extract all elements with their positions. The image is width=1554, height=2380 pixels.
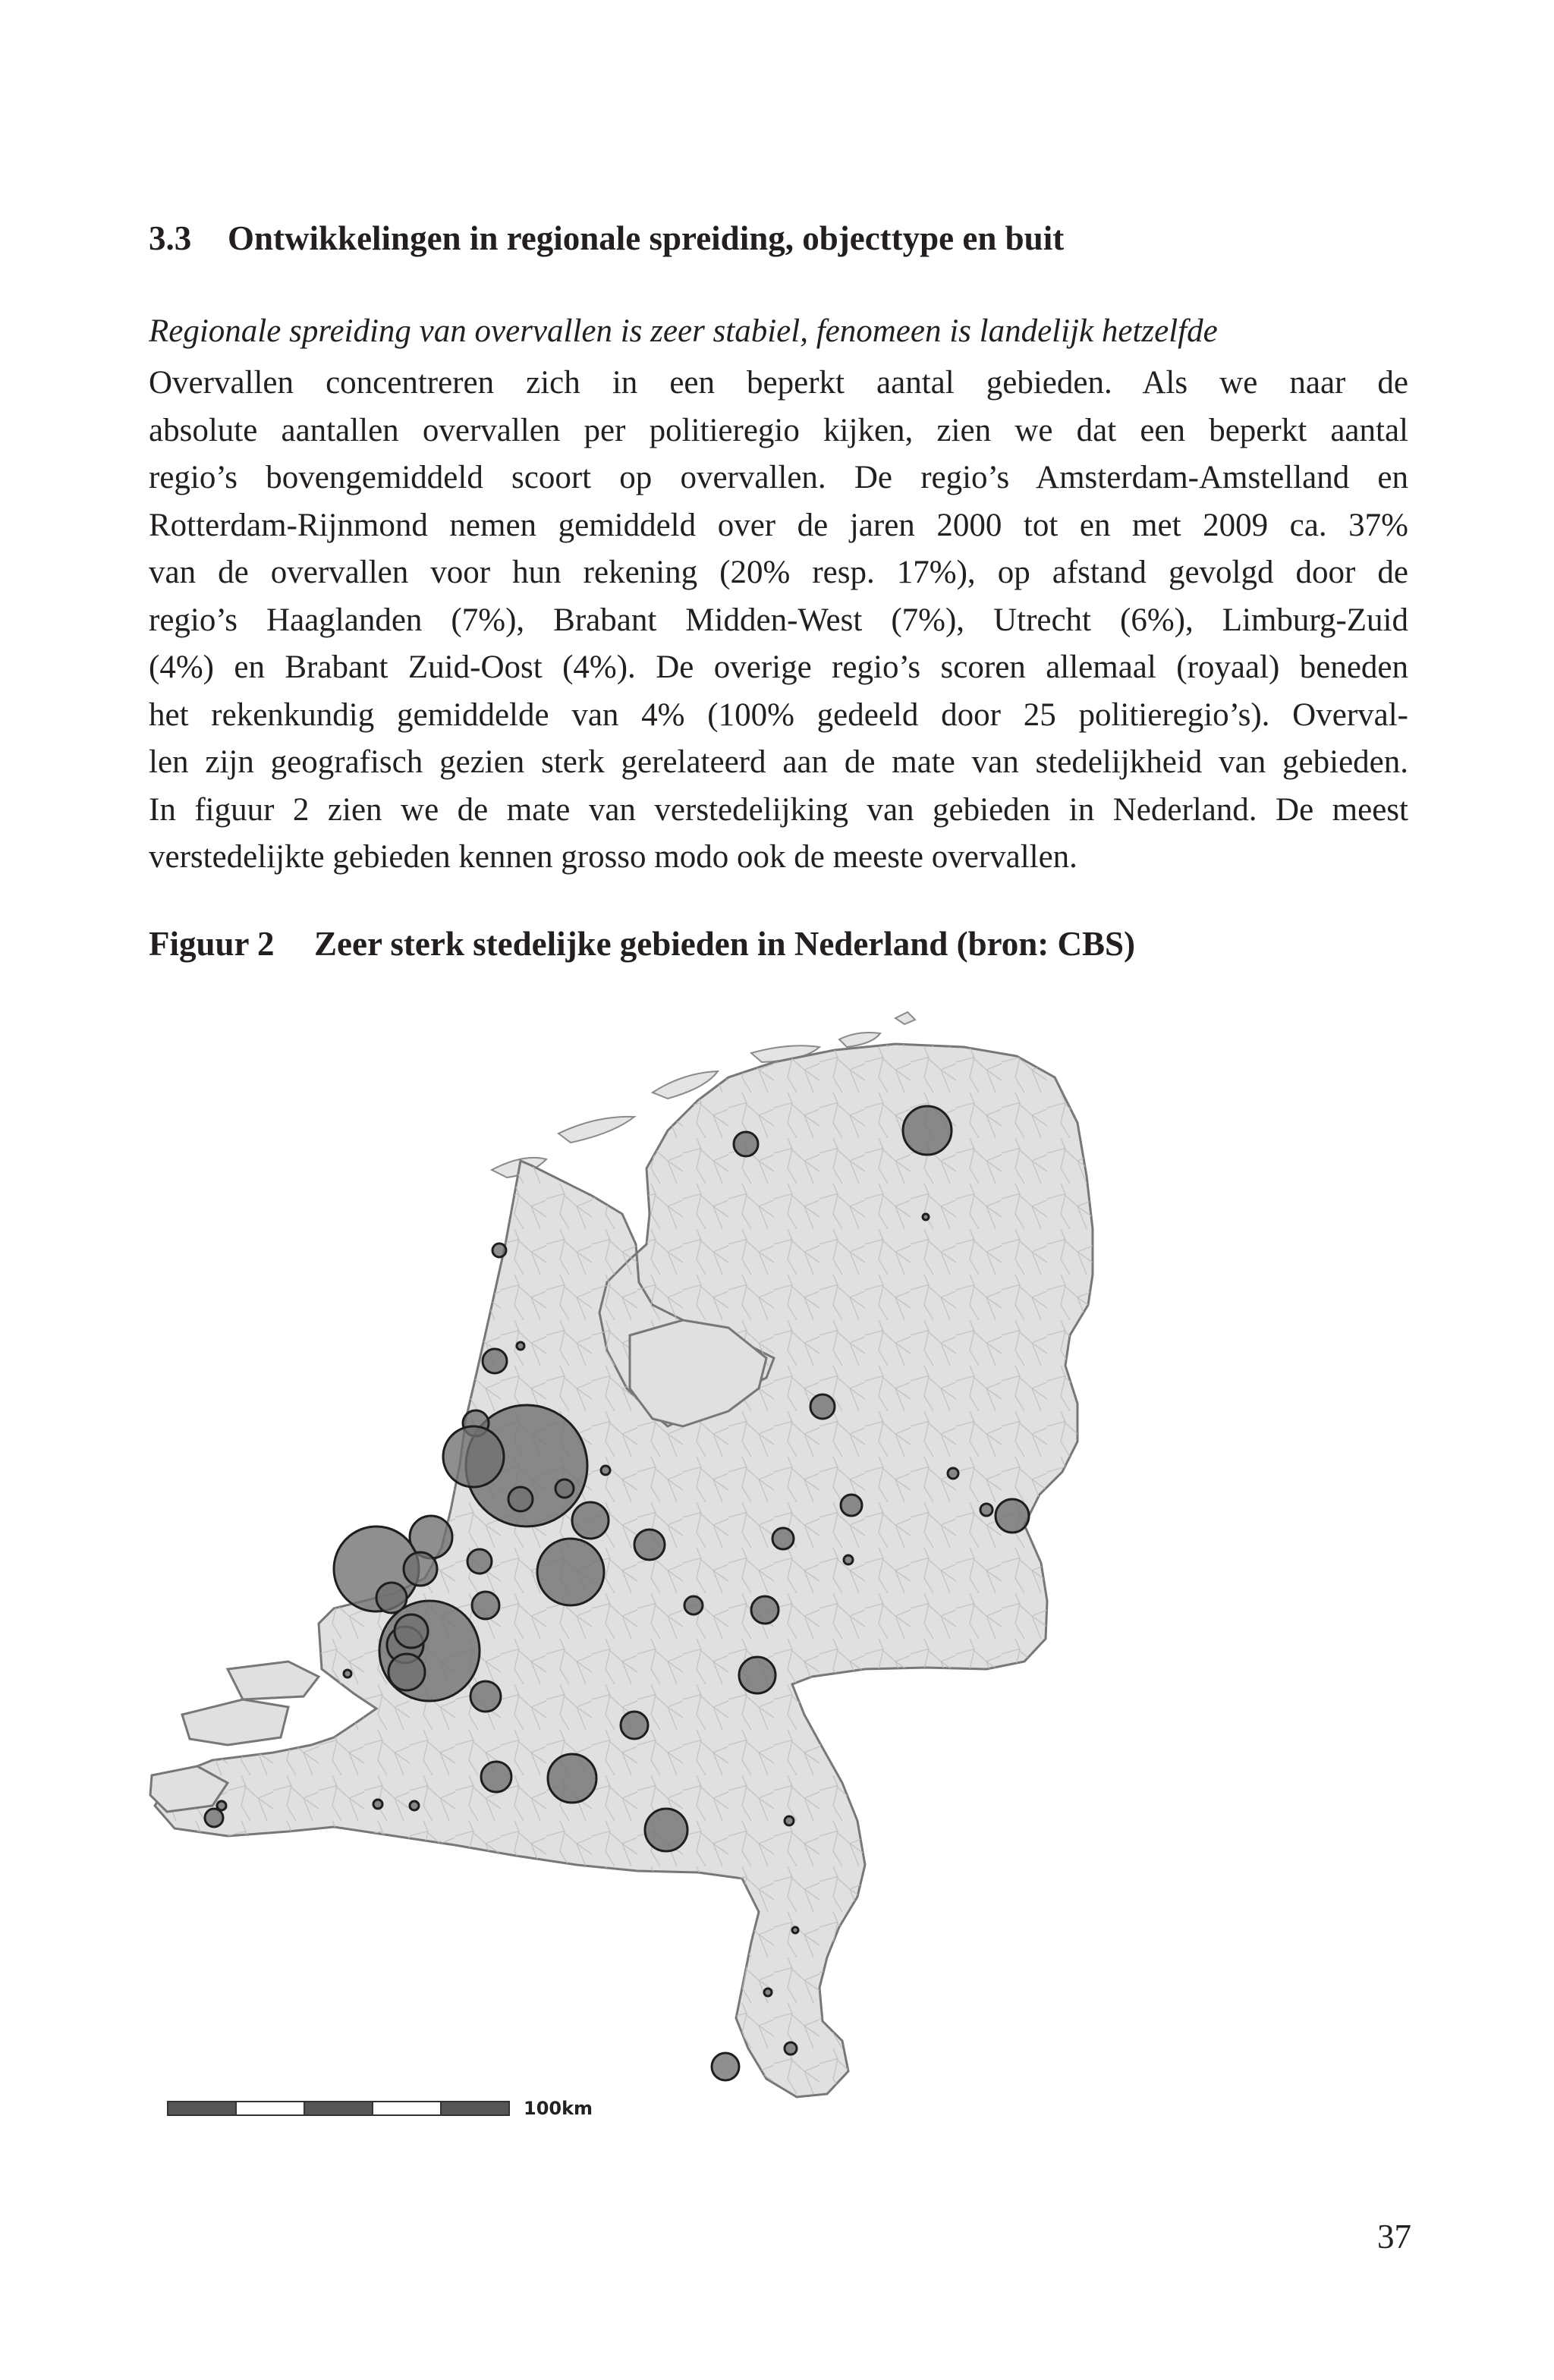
scale-segment: [440, 2101, 510, 2116]
circle-middelburg: [205, 1809, 223, 1827]
scale-label: 100km: [524, 2098, 593, 2119]
circle-zoetermeer: [404, 1552, 437, 1586]
section-number: 3.3: [149, 219, 192, 257]
circle-tilburg: [548, 1754, 596, 1803]
circle-enschede: [996, 1499, 1029, 1533]
paragraph-line: van de overvallen voor hun rekening (20% resp. 17%), op afstand gevolgd door de: [149, 555, 1408, 590]
circle-bergen-op-zoom: [373, 1800, 382, 1809]
circle-maastricht: [712, 2053, 739, 2080]
circle-s-hertogenbosch: [621, 1712, 648, 1739]
scale-bar: [167, 2099, 593, 2118]
circle-hengelo: [841, 1495, 862, 1516]
circle-almelo: [980, 1504, 992, 1516]
circle-sittard: [785, 2042, 797, 2055]
circle-emmen: [948, 1468, 958, 1479]
paragraph-line: verstedelijkte gebieden kennen grosso modo ook de meeste overvallen.: [149, 839, 1077, 875]
paragraph-line: len zijn geografisch gezien sterk gerelateerd aan de mate van stedelijkheid van gebieden.: [149, 744, 1408, 780]
paragraph-line: absolute aantallen overvallen per politieregio kijken, zien we dat een beperkt aantal: [149, 412, 1408, 448]
circle-roermond: [764, 1989, 772, 1996]
paragraph-line: (4%) en Brabant Zuid-Oost (4%). De overige regio’s scoren allemaal (royaal) beneden: [149, 649, 1408, 685]
circle-dordrecht: [470, 1681, 501, 1712]
circle-assen: [923, 1214, 929, 1220]
scale-segment: [235, 2101, 305, 2116]
circle-groningen: [903, 1106, 952, 1155]
circle-venlo: [785, 1816, 794, 1825]
circle-apeldoorn: [772, 1528, 794, 1549]
paragraph-line: regio’s bovengemiddeld scoort op overvallen. De regio’s Amsterdam-Amstelland en: [149, 460, 1408, 495]
subheading: Regionale spreiding van overvallen is zeer stabiel, fenomeen is landelijk hetzelfde: [149, 313, 1218, 349]
scale-segment: [304, 2101, 373, 2116]
circle-heerlen: [792, 1927, 798, 1933]
circle-rijswijk: [388, 1654, 425, 1690]
circle-deventer: [844, 1555, 853, 1564]
circle-almere: [601, 1466, 610, 1475]
body-paragraph: [149, 360, 1408, 882]
circle-leeuwarden: [734, 1132, 758, 1156]
scale-segment: [167, 2101, 237, 2116]
circle-ede: [684, 1596, 703, 1614]
paragraph-line: Overvallen concentreren zich in een beperkt aantal gebieden. Als we naar de: [149, 365, 1408, 401]
section-title: Ontwikkelingen in regionale spreiding, objecttype en buit: [228, 219, 1065, 257]
circle-zeist: [344, 1670, 351, 1677]
netherlands-map: [137, 986, 1123, 2155]
circle-den-helder: [492, 1243, 506, 1257]
figure-caption: [149, 924, 1439, 964]
circle-zwolle: [810, 1394, 835, 1419]
paragraph-line: Rotterdam-Rijnmond nemen gemiddeld over de jaren 2000 tot en met 2009 ca. 37%: [149, 507, 1408, 543]
page-number: 37: [1377, 2218, 1411, 2256]
circle-alkmaar: [483, 1349, 507, 1373]
paragraph-line: In figuur 2 zien we de mate van verstedelijking van gebieden in Nederland. De meest: [149, 791, 1408, 828]
section-heading: [149, 219, 1439, 258]
circle-vlaardingen: [395, 1614, 428, 1648]
circle-amersfoort: [634, 1530, 665, 1560]
circle-vlissingen: [217, 1801, 226, 1810]
circle-arnhem: [751, 1596, 779, 1624]
circle-eindhoven: [645, 1809, 687, 1851]
circle-gouda: [472, 1592, 499, 1619]
circle-roosendaal: [410, 1801, 419, 1810]
circle-amstelveen: [555, 1479, 574, 1498]
circle-hilversum: [572, 1502, 609, 1539]
scale-segment: [372, 2101, 442, 2116]
circle-alphen: [467, 1549, 492, 1574]
figure-label: Figuur 2: [149, 925, 275, 963]
circle-breda: [481, 1762, 511, 1792]
figure-title: Zeer sterk stedelijke gebieden in Nederland (bron: CBS): [314, 925, 1136, 963]
paragraph-line: regio’s Haaglanden (7%), Brabant Midden-West (7%), Utrecht (6%), Limburg-Zuid: [149, 602, 1408, 638]
circle-hoofddorp: [508, 1487, 533, 1511]
circle-heerhugowaard: [517, 1342, 524, 1350]
circle-nijmegen: [739, 1657, 775, 1693]
paragraph-line: het rekenkundig gemiddelde van 4% (100% gedeeld door 25 politieregio’s). Overval-: [149, 696, 1408, 733]
circle-haarlem: [443, 1426, 504, 1487]
circle-utrecht: [537, 1539, 604, 1605]
